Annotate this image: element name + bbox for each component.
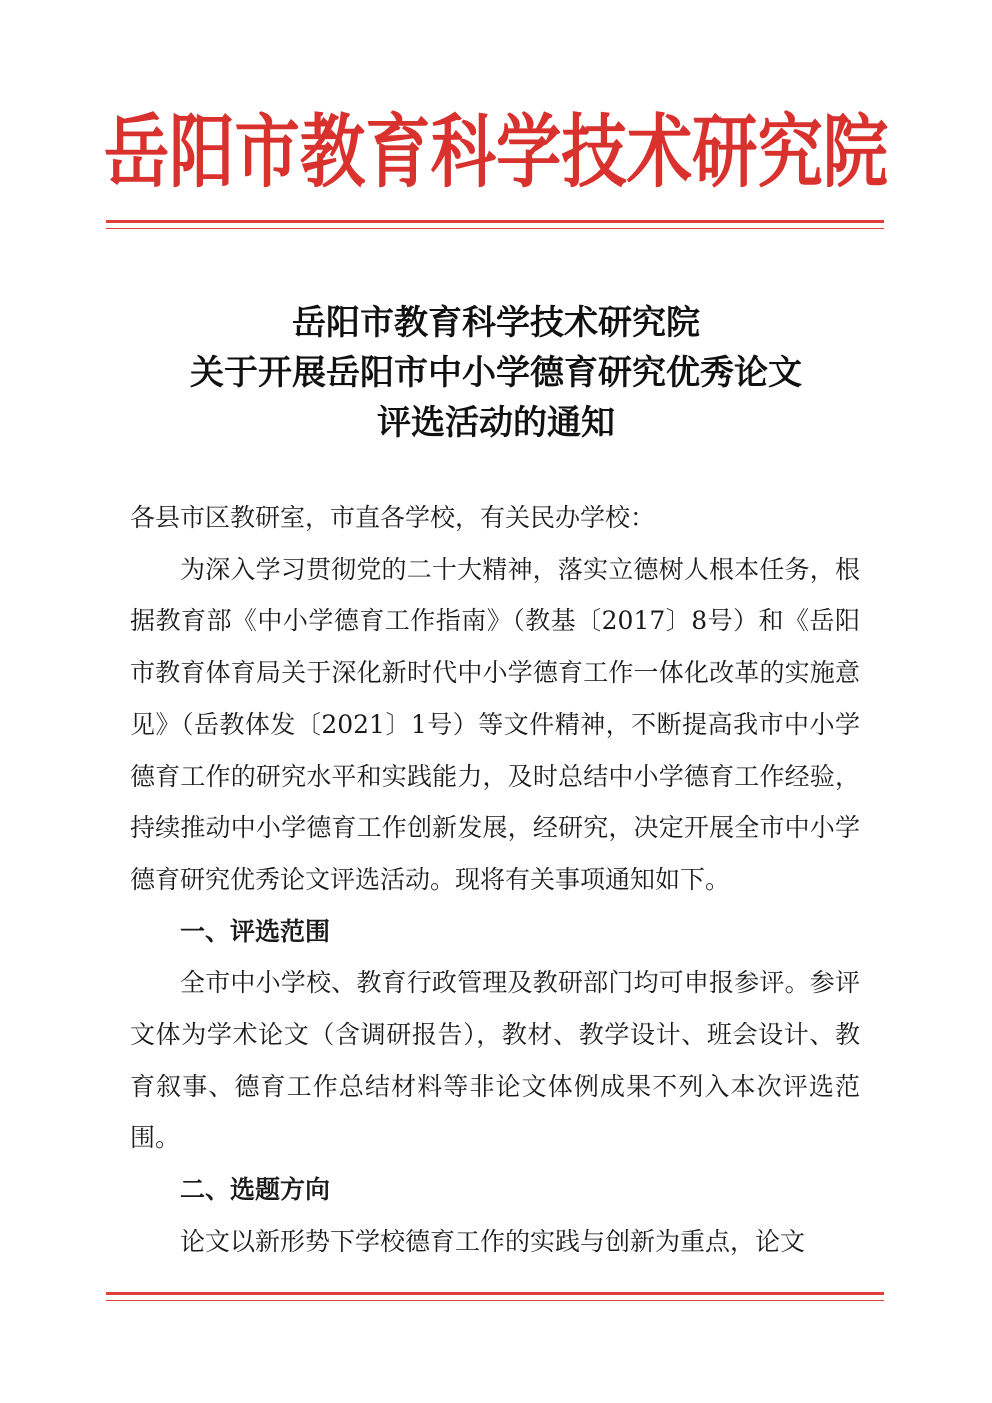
section-heading-scope: 一、评选范围 <box>180 916 331 946</box>
footer-rule-thick <box>106 1292 884 1295</box>
document-body <box>130 492 860 1268</box>
title-line-1: 岳阳市教育科学技术研究院 <box>292 303 700 343</box>
letterhead-rule-thin <box>106 228 884 229</box>
letterhead-rule-thick <box>106 220 884 223</box>
topic-paragraph: 论文以新形势下学校德育工作的实践与创新为重点，论文 <box>180 1226 806 1256</box>
scope-paragraph: 全市中小学校、教育行政管理及教研部门均可申报参评。参评文体为学术论文（含调研报告），教材、教学设计、班会设计、教育叙事、德育工作总结材料等非论文体例成果不列入本次评选范围。 <box>130 968 860 1153</box>
title-line-2: 关于开展岳阳市中小学德育研究优秀论文 <box>190 353 802 393</box>
footer-rule-thin <box>106 1300 884 1301</box>
intro-paragraph: 为深入学习贯彻党的二十大精神，落实立德树人根本任务，根据教育部《中小学德育工作指南》（教基〔2017〕8号）和《岳阳市教育体育局关于深化新时代中小学德育工作一体化改革的实施意见》（岳教体发〔2021〕1号）等文件精神，不断提高我市中小学德育工作的研究水平和实践能力，及时总结中小学德育工作经验，持续推动中小学德育工作创新发展，经研究，决定开展全市中小学德育研究优秀论文评选活动。现将有关事项通知如下。 <box>130 554 860 894</box>
section-heading-topic: 二、选题方向 <box>180 1175 331 1205</box>
title-line-3: 评选活动的通知 <box>377 403 615 443</box>
letterhead-title: 岳阳市教育科学技术研究院 <box>103 104 889 199</box>
salutation: 各县市区教研室，市直各学校，有关民办学校： <box>130 503 656 532</box>
document-title <box>0 298 992 448</box>
